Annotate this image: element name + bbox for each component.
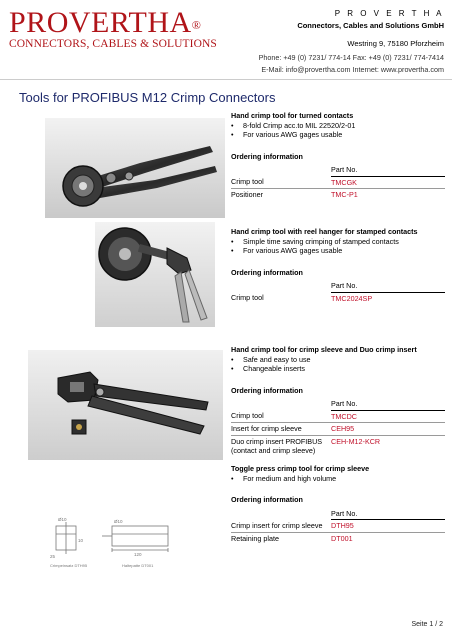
email-internet: E-Mail: info@provertha.com Internet: www.provertha.com: [261, 65, 444, 74]
bullet-item: • Safe and easy to use: [231, 354, 311, 364]
bullet-item: • For medium and high volume: [231, 473, 337, 483]
company-logo: [9, 8, 217, 50]
part-number: DTH95: [331, 520, 445, 533]
ordering-table: [231, 280, 445, 304]
company-block: [297, 8, 444, 50]
part-no-header: Part No.: [331, 164, 445, 176]
dimension-label: Ø10: [58, 517, 67, 522]
registered-mark: ®: [191, 18, 202, 32]
crimp-sleeve-tool-image: [28, 350, 223, 460]
part-number: TMCDC: [331, 410, 445, 423]
drawing-label-insert: Crimpeinsatz DTH95: [50, 563, 88, 568]
part-number: TMC-P1: [331, 190, 358, 199]
contact-block: [259, 52, 444, 76]
company-address: Westring 9, 75180 Pforzheim: [347, 39, 444, 48]
table-row: Positioner TMC-P1: [231, 189, 445, 201]
ordering-info-label: Ordering information: [231, 385, 303, 395]
part-no-header: Part No.: [331, 508, 445, 520]
logo-name: PROVERTHA®: [9, 6, 202, 39]
section-reel-hanger: [231, 227, 445, 304]
dimension-label: 25: [50, 554, 56, 559]
section-heading: Hand crimp tool for crimp sleeve and Duo crimp insert: [231, 345, 417, 354]
company-full-name: Connectors, Cables and Solutions GmbH: [297, 21, 444, 30]
section-hand-crimp-turned: [231, 111, 445, 201]
bullet-item: • For various AWG gages usable: [231, 246, 343, 255]
section-toggle-press: [231, 464, 445, 544]
table-row: Crimp tool TMCDC: [231, 410, 445, 423]
part-no-header: Part No.: [331, 398, 445, 410]
part-number: DT001: [331, 533, 353, 543]
dimension-label: Ø10: [114, 519, 123, 524]
bullet-item: • For various AWG gages usable: [231, 130, 343, 139]
ordering-info-label: Ordering information: [231, 495, 303, 504]
dimension-label: 120: [134, 552, 142, 557]
section-heading: Hand crimp tool with reel hanger for stamped contacts: [231, 227, 418, 236]
reel-hanger-tool-image: [95, 222, 215, 327]
drawing-label-plate: Haltepatte DT001: [122, 563, 154, 568]
phone-fax: Phone: +49 (0) 7231/ 774-14 Fax: +49 (0) 7231/ 774-7414: [258, 53, 444, 62]
part-number: CEH95: [331, 423, 445, 436]
part-no-header: Part No.: [331, 280, 445, 292]
bullet-item: • 8-fold Crimp acc.to MIL 22520/2-01: [231, 120, 356, 130]
table-row: Crimp tool TMCGK: [231, 176, 445, 189]
ordering-info-label: Ordering information: [231, 267, 303, 277]
table-row: Retaining plate DT001: [231, 532, 445, 544]
logo-subtitle: CONNECTORS, CABLES & SOLUTIONS: [9, 38, 217, 50]
section-heading: Toggle press crimp tool for crimp sleeve: [231, 464, 370, 473]
table-row: Crimp tool TMC2024SP: [231, 292, 445, 304]
dimension-label: 10: [78, 538, 84, 543]
page-number: Seite 1 / 2: [411, 621, 443, 628]
part-number: CEH-M12-KCR: [331, 436, 381, 446]
table-row: Insert for crimp sleeve CEH95: [231, 423, 445, 436]
ordering-info-label: Ordering information: [231, 151, 303, 161]
part-number: TMC2024SP: [331, 293, 373, 303]
section-crimp-sleeve-duo: [231, 345, 445, 457]
ordering-table: [231, 398, 445, 457]
section-heading: Hand crimp tool for turned contacts: [231, 111, 354, 120]
company-spaced-name: P R O V E R T H A: [334, 9, 444, 18]
table-row: Duo crimp insert PROFIBUS (contact and crimp sleeve) CEH-M12-KCR: [231, 435, 445, 457]
header-divider: [0, 79, 452, 80]
ordering-table: [231, 508, 445, 545]
ordering-table: [231, 164, 445, 201]
toggle-press-drawing: [48, 512, 188, 570]
page-title: Tools for PROFIBUS M12 Crimp Connectors: [19, 90, 276, 105]
bullet-item: • Changeable inserts: [231, 364, 305, 373]
crimp-tool-turned-image: [45, 118, 225, 218]
bullet-item: • Simple time saving crimping of stamped contacts: [231, 236, 399, 246]
part-number: TMCGK: [331, 176, 445, 189]
table-row: Crimp insert for crimp sleeve DTH95: [231, 520, 445, 533]
